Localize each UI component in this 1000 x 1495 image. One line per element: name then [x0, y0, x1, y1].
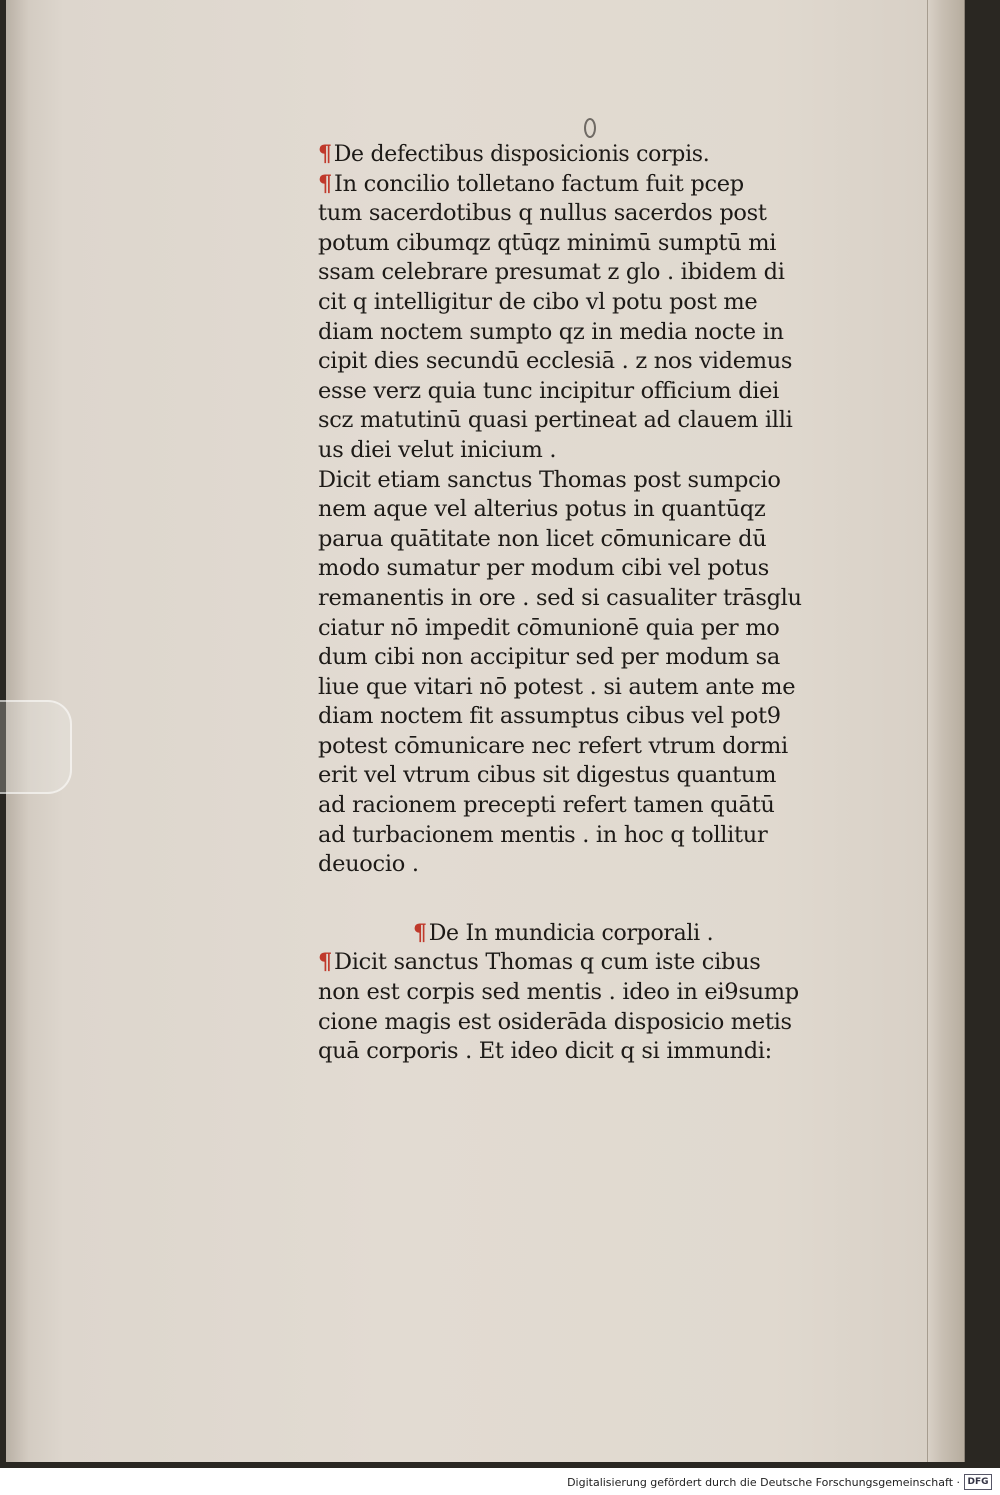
text-line: quā corporis . Et ideo dicit q si immundi: — [318, 1038, 772, 1065]
text-line: esse verz quia tunc incipitur officium diei — [318, 377, 780, 404]
text-line: ad racionem precepti refert tamen quātū — [318, 792, 775, 819]
text-line: parua quātitate non licet cōmunicare dū — [318, 525, 767, 552]
footer-bar — [0, 1468, 1000, 1495]
text-line: ad turbacionem mentis . in hoc q tollitur — [318, 821, 768, 848]
text-line: tum sacerdotibus q nullus sacerdos post — [318, 200, 767, 227]
text-line: nem aque vel alterius potus in quantūqz — [318, 496, 766, 523]
text-line: cipit dies secundū ecclesiā . z nos videmus — [318, 348, 793, 375]
text-line: potum cibumqz qtūqz minimū sumptū mi — [318, 229, 777, 256]
text-line: ssam celebrare presumat z glo . ibidem di — [318, 259, 785, 286]
text-line: cit q intelligitur de cibo vl potu post me — [318, 288, 758, 315]
text-line: erit vel vtrum cibus sit digestus quantum — [318, 762, 777, 789]
text-line: Dicit etiam sanctus Thomas post sumpcio — [318, 466, 781, 493]
fore-edge — [927, 0, 964, 1462]
text-line: potest cōmunicare nec refert vtrum dormi — [318, 732, 788, 759]
text-line: ¶Dicit sanctus Thomas q cum iste cibus — [318, 949, 761, 976]
text-line: deuocio . — [318, 851, 419, 878]
pencil-mark — [584, 118, 596, 138]
text-line: dum cibi non accipitur sed per modum sa — [318, 644, 781, 671]
rubric-mark: ¶ — [318, 141, 332, 167]
text-line: diam noctem fit assumptus cibus vel pot9 — [318, 703, 781, 730]
text-line: ciatur nō impedit cōmunionē quia per mo — [318, 614, 780, 641]
text-line: liue que vitari nō potest . si autem ante me — [318, 673, 796, 700]
page-clip — [0, 700, 72, 794]
rubric-mark: ¶ — [318, 170, 333, 197]
text-line: cione magis est osiderāda disposicio metis — [318, 1008, 792, 1035]
text-line: scz matutinū quasi pertineat ad clauem illi — [318, 407, 793, 434]
text-block — [318, 140, 863, 1067]
text-line: us diei velut inicium . — [318, 436, 557, 463]
text-line: remanentis in ore . sed si casualiter trāsglu — [318, 584, 802, 611]
text-line: ¶In concilio tolletano factum fuit pcep — [318, 170, 744, 197]
text-line: modo sumatur per modum cibi vel potus — [318, 555, 769, 582]
section1-heading: ¶De defectibus disposicionis corpis. — [318, 141, 710, 167]
section-gap — [318, 880, 863, 919]
rubric-mark: ¶ — [413, 919, 427, 946]
section2-heading: ¶De In mundicia corporali . — [413, 919, 714, 946]
rubric-mark: ¶ — [318, 949, 333, 976]
funding-credit: Digitalisierung gefördert durch die Deutsche Forschungsgemeinschaft · — [567, 1476, 960, 1489]
dfg-logo: DFG — [964, 1474, 992, 1490]
text-line: non est corpis sed mentis . ideo in ei9sump — [318, 979, 799, 1006]
text-line: diam noctem sumpto qz in media nocte in — [318, 318, 784, 345]
